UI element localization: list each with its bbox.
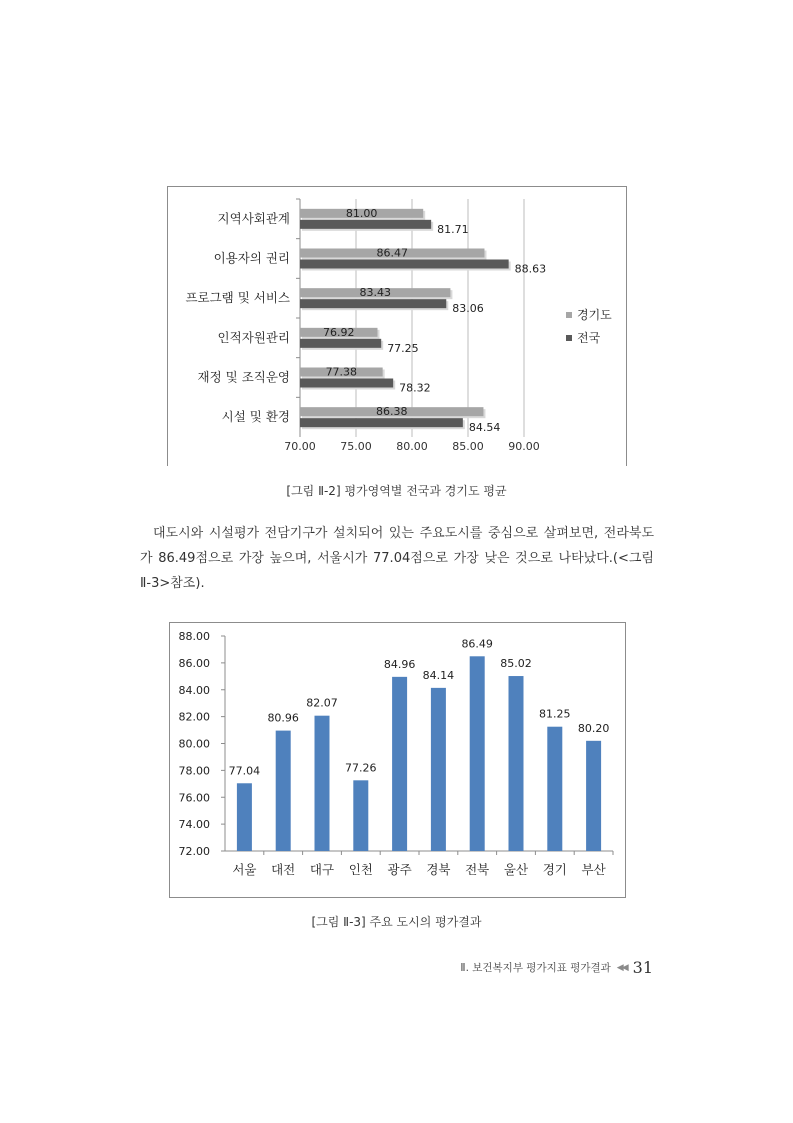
x-tick-label: 85.00	[452, 440, 484, 453]
data-label: 86.49	[461, 637, 493, 651]
bar-city	[586, 741, 601, 851]
double-left-arrow-icon: ◀◀	[616, 962, 627, 973]
data-label: 77.38	[325, 365, 358, 379]
page-footer	[460, 958, 653, 977]
data-label: 86.38	[375, 405, 408, 419]
data-label: 88.63	[514, 262, 547, 276]
category-label: 재정 및 조직운영	[197, 369, 290, 385]
bar-national	[300, 299, 446, 308]
y-tick-label: 86.00	[178, 656, 210, 670]
bar-city	[237, 783, 252, 851]
bar-city	[276, 731, 291, 851]
category-label: 대전	[271, 862, 296, 877]
category-label: 지역사회관계	[217, 210, 290, 226]
category-label: 전북	[465, 862, 490, 877]
category-label: 시설 및 환경	[221, 409, 290, 425]
data-label: 80.20	[577, 721, 610, 735]
data-label: 77.26	[345, 761, 377, 775]
body-paragraph: 대도시와 시설평가 전담기구가 설치되어 있는 주요도시를 중심으로 살펴보면, 전라북도가 86.49점으로 가장 높으며, 서울시가 77.04점으로 가장 낮은 것으로 나타났다.(<그림 Ⅱ-3>참조).	[140, 526, 654, 591]
category-label: 이용자의 권리	[213, 250, 290, 266]
chart2-canvas	[170, 623, 627, 899]
footer-section-title: Ⅱ. 보건복지부 평가지표 평가결과	[460, 962, 611, 974]
data-label: 84.14	[422, 668, 455, 682]
data-label: 77.25	[387, 341, 419, 355]
category-label: 경북	[426, 862, 451, 877]
category-label: 인천	[348, 862, 373, 877]
chart1-canvas	[168, 187, 628, 467]
data-label: 81.71	[437, 222, 469, 236]
x-tick-label: 80.00	[396, 440, 428, 453]
category-label: 광주	[387, 862, 412, 877]
legend-swatch	[566, 312, 572, 318]
chart-city-results	[169, 622, 626, 898]
y-tick-label: 78.00	[178, 764, 210, 778]
bar-national	[300, 339, 381, 348]
category-label: 프로그램 및 서비스	[185, 290, 290, 306]
bar-national	[300, 260, 509, 269]
legend-label: 경기도	[577, 308, 612, 322]
figure1-caption: [그림 Ⅱ-2] 평가영역별 전국과 경기도 평균	[286, 484, 507, 498]
y-tick-label: 84.00	[178, 683, 210, 697]
x-tick-label: 75.00	[340, 440, 372, 453]
data-label: 81.00	[345, 206, 378, 220]
data-label: 77.04	[228, 764, 261, 778]
category-label: 울산	[503, 862, 529, 877]
bar-city	[470, 656, 485, 851]
data-label: 86.47	[376, 246, 408, 260]
x-tick-label: 70.00	[284, 440, 316, 453]
y-tick-label: 82.00	[178, 710, 210, 724]
data-label: 83.43	[359, 286, 391, 300]
y-tick-label: 80.00	[178, 737, 210, 751]
bar-national	[300, 418, 463, 427]
bar-city	[392, 677, 407, 851]
bar-city	[547, 727, 562, 851]
page-number: 31	[632, 958, 653, 977]
body-paragraph-block	[140, 521, 654, 596]
category-label: 서울	[232, 862, 257, 877]
data-label: 84.54	[468, 421, 501, 435]
y-tick-label: 74.00	[178, 818, 210, 832]
data-label: 80.96	[267, 711, 299, 725]
bar-city	[509, 676, 524, 851]
bar-national	[300, 379, 393, 388]
chart-regional-averages	[167, 186, 627, 466]
data-label: 81.25	[539, 707, 571, 721]
bar-city	[353, 780, 368, 851]
x-tick-label: 90.00	[508, 440, 540, 453]
y-tick-label: 76.00	[178, 791, 210, 805]
data-label: 84.96	[383, 657, 416, 671]
y-tick-label: 72.00	[178, 845, 210, 858]
data-label: 85.02	[500, 657, 532, 671]
data-label: 76.92	[323, 325, 355, 339]
data-label: 82.07	[306, 696, 338, 710]
y-tick-label: 88.00	[178, 630, 210, 643]
bar-city	[315, 716, 330, 851]
figure2-caption: [그림 Ⅱ-3] 주요 도시의 평가결과	[311, 915, 482, 929]
legend-label: 전국	[577, 331, 601, 345]
data-label: 83.06	[452, 302, 484, 316]
legend-swatch	[566, 335, 572, 341]
bar-national	[300, 220, 431, 229]
bar-city	[431, 688, 446, 851]
data-label: 78.32	[399, 381, 431, 395]
category-label: 대구	[309, 862, 335, 877]
category-label: 경기	[542, 862, 567, 877]
category-label: 부산	[581, 862, 606, 877]
category-label: 인적자원관리	[217, 329, 290, 345]
